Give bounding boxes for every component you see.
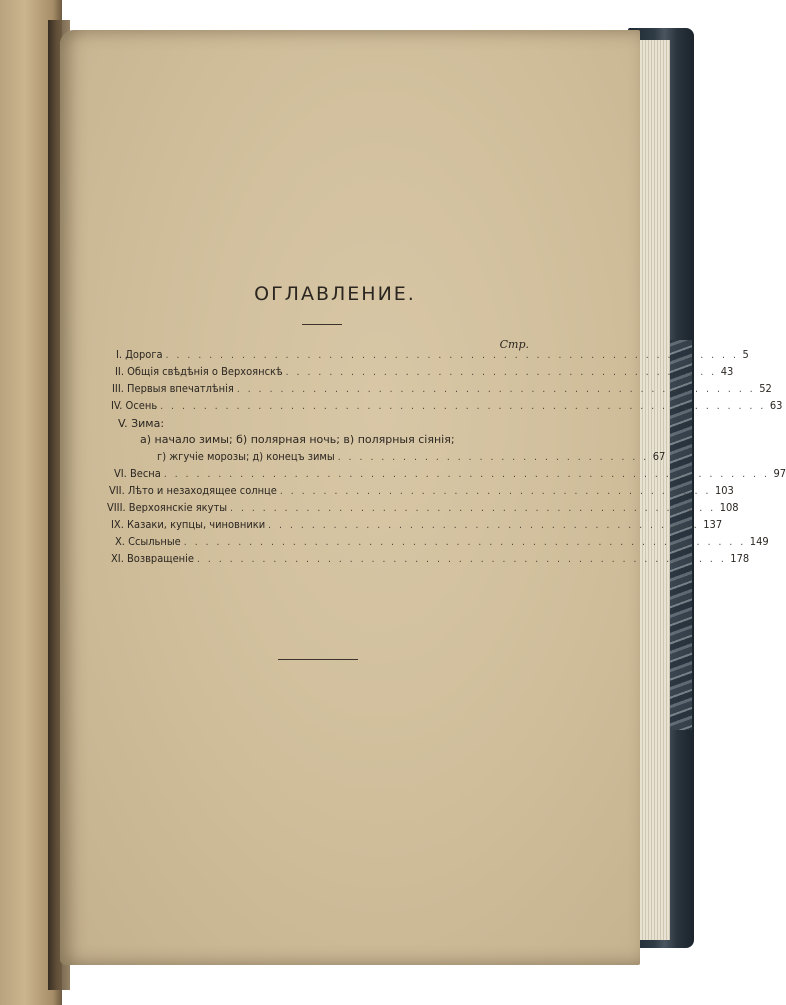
toc-entry[interactable]	[115, 535, 769, 549]
toc-entry-page: 178	[730, 552, 750, 565]
toc-entry[interactable]	[109, 484, 734, 498]
toc-entry-page: 108	[719, 501, 739, 514]
toc-entry-label: III. Первыя впечатлѣнія	[112, 382, 234, 395]
leader-dots: . . . . . . . . . . . . . . . . . . . . . . . . . . . . . . . . . . . . . . . .	[279, 486, 711, 497]
end-divider	[278, 659, 358, 660]
toc-entry-page: 103	[714, 484, 734, 497]
toc-entry-label: IX. Казаки, купцы, чиновники	[111, 518, 266, 531]
toc-subentry[interactable]	[157, 450, 666, 464]
leader-dots: . . . . . . . . . . . . . . . . . . . . . . . . . . . . . . . . . . . . . . . . . . . . . . . .	[236, 384, 756, 395]
leader-dots: . . . . . . . . . . . . . . . . . . . . . . . . . . . . . . . . . . . . . . . . . . . . . . . . . . . . .	[165, 350, 739, 361]
toc-entry-page: 67	[652, 450, 666, 463]
toc-entry[interactable]: V. Зима:	[118, 417, 165, 430]
toc-entry[interactable]	[107, 501, 739, 515]
page-title: ОГЛАВЛЕНИЕ.	[254, 283, 416, 305]
leader-dots: . . . . . . . . . . . . . . . . . . . . . . . . . . . . .	[337, 452, 649, 463]
toc-entry-label: VII. Лѣто и незаходящее солнце	[109, 484, 277, 497]
toc-entry-page: 149	[749, 535, 769, 548]
toc-entry-label: VIII. Верхоянскіе якуты	[107, 501, 228, 514]
leader-dots: . . . . . . . . . . . . . . . . . . . . . . . . . . . . . . . . . . . . . . . . . . . . .	[230, 503, 716, 514]
leader-dots: . . . . . . . . . . . . . . . . . . . . . . . . . . . . . . . . . . . . . . . . . . . . . . . . . . . . . . . .	[160, 401, 766, 412]
page-column-label: Стр.	[499, 338, 529, 351]
leader-dots: . . . . . . . . . . . . . . . . . . . . . . . . . . . . . . . . . . . . . . . .	[285, 367, 717, 378]
toc-entry[interactable]	[115, 365, 734, 379]
leader-dots: . . . . . . . . . . . . . . . . . . . . . . . . . . . . . . . . . . . . . . . .	[268, 520, 700, 531]
toc-entry-label: XI. Возвращеніе	[111, 552, 194, 565]
toc-entry-label: VI. Весна	[114, 467, 161, 480]
toc-entry[interactable]	[111, 518, 723, 532]
toc-entry[interactable]	[111, 552, 750, 566]
toc-entry-page: 63	[769, 399, 783, 412]
leader-dots: . . . . . . . . . . . . . . . . . . . . . . . . . . . . . . . . . . . . . . . . . . . . . . . . .	[197, 554, 727, 565]
toc-entry-page: 52	[759, 382, 772, 395]
toc-entry-page: 5	[742, 348, 749, 361]
leader-dots: . . . . . . . . . . . . . . . . . . . . . . . . . . . . . . . . . . . . . . . . . . . . . . . . . . . . . . . .	[163, 469, 770, 480]
toc-entry[interactable]	[114, 467, 786, 481]
toc-subentry: а) начало зимы; б) полярная ночь; в) полярныя сіянія;	[140, 433, 455, 446]
toc-entry-label: IV. Осень	[111, 399, 158, 412]
toc-entry[interactable]	[112, 382, 772, 396]
toc-entry-label: II. Общія свѣдѣнія о Верхоянскѣ	[115, 365, 283, 378]
leader-dots: . . . . . . . . . . . . . . . . . . . . . . . . . . . . . . . . . . . . . . . . . . . . . . . . . . . .	[183, 537, 746, 548]
toc-entry-page: 97	[773, 467, 786, 480]
toc-entry[interactable]	[111, 399, 783, 413]
toc-entry-page: 137	[703, 518, 723, 531]
toc-entry-label: I. Дорога	[116, 348, 163, 361]
toc-entry-label: г) жгучіе морозы; д) конецъ зимы	[157, 450, 335, 463]
toc-entry-label: X. Ссыльные	[115, 535, 181, 548]
toc-entry-page: 43	[720, 365, 734, 378]
toc-entry[interactable]	[116, 348, 749, 362]
